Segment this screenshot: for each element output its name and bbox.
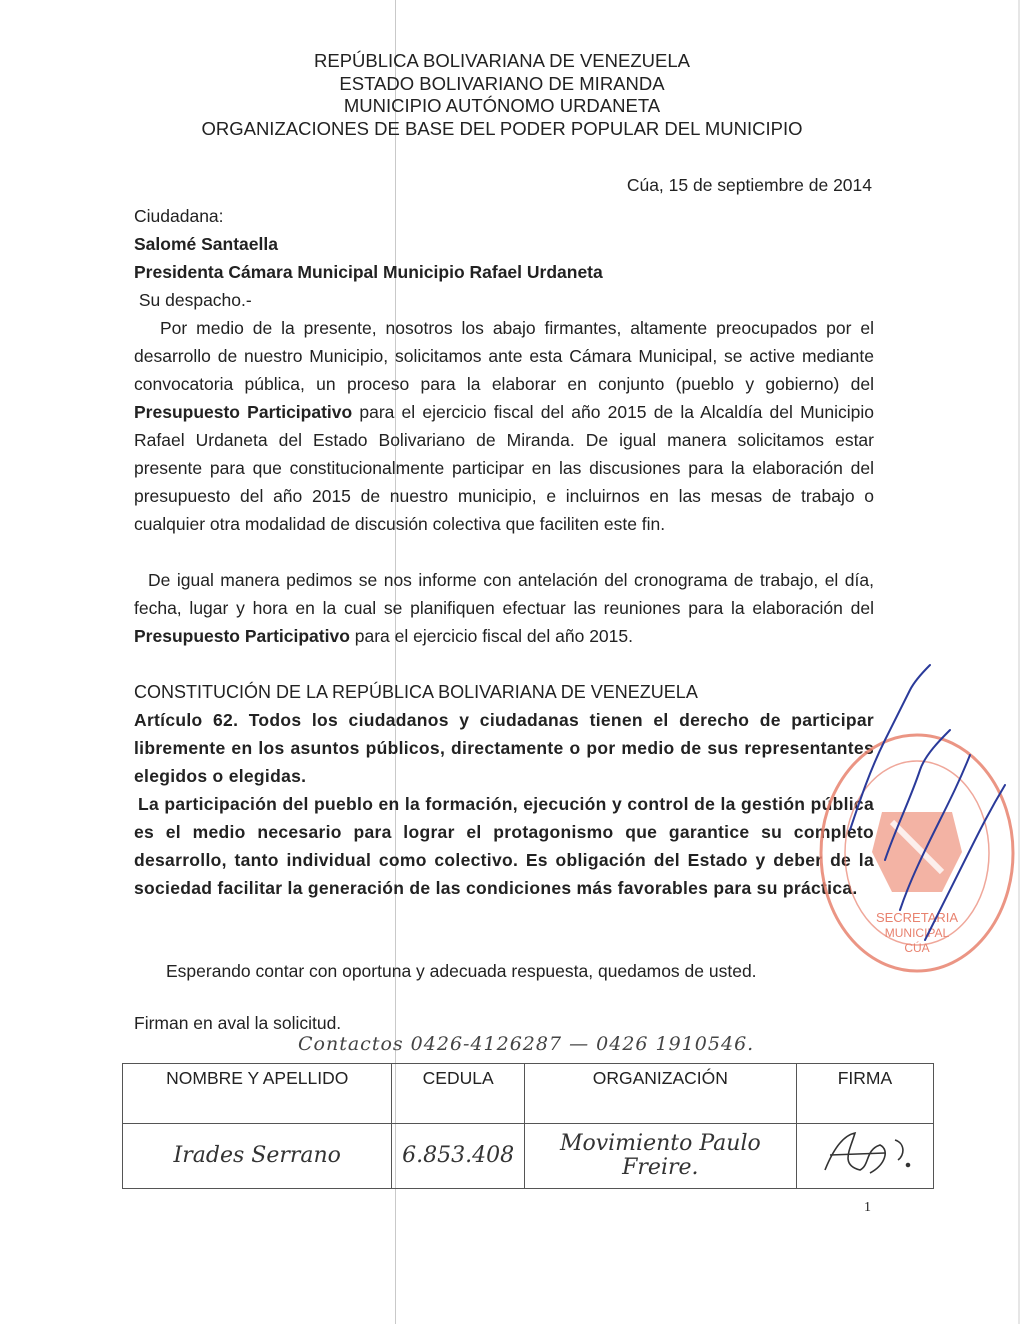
paragraph-request [134, 314, 874, 538]
stamp-text: CÚA [904, 941, 930, 955]
contact-phones: Contactos 0426-4126287 — 0426 1910546. [298, 1033, 755, 1055]
stamp-text: SECRETARIA [875, 910, 959, 925]
letter-date: Cúa, 15 de septiembre de 2014 [626, 175, 872, 195]
paragraph-text: para el ejercicio fiscal del año 2015. [349, 626, 633, 646]
highlight-term: Presupuesto Participativo [134, 626, 350, 646]
page-number: 1 [864, 1200, 871, 1215]
signature-scribble-icon [810, 1125, 920, 1181]
paragraph-text: Por medio de la presente, nosotros los abajo firmantes, altamente preocupados por el desarrollo de nuestro Municipio, solicitamos ante esta Cámara Municipal, se active mediante convocatoria pública, un proceso para la elaborar en conjunto (pueblo y gobierno) del [134, 318, 874, 394]
letterhead-line: ORGANIZACIONES DE BASE DEL PODER POPULAR DEL MUNICIPIO [201, 117, 803, 139]
signer-name: Irades Serrano [123, 1124, 392, 1189]
table-header-row [123, 1064, 934, 1124]
table-row [123, 1124, 934, 1189]
handwriting-stroke [900, 755, 970, 910]
constitution-title: CONSTITUCIÓN DE LA REPÚBLICA BOLIVARIANA DE VENEZUELA [134, 682, 698, 702]
handwriting-stroke [925, 785, 1005, 940]
column-header-name: NOMBRE Y APELLIDO [123, 1064, 392, 1124]
signer-cedula: 6.853.408 [392, 1124, 524, 1189]
letterhead [0, 50, 1004, 140]
salutation: Ciudadana: [134, 206, 224, 226]
handwriting-stroke [850, 665, 930, 830]
column-header-organization: ORGANIZACIÓN [524, 1064, 796, 1124]
recipient-name: Salomé Santaella [134, 234, 278, 254]
handwriting-stroke [885, 730, 950, 860]
recipient-block [134, 202, 874, 314]
column-header-signature: FIRMA [796, 1064, 933, 1124]
stamp-text: MUNICIPAL [884, 926, 950, 940]
paragraph-schedule [134, 566, 874, 650]
highlight-term: Presupuesto Participativo [134, 402, 353, 422]
signatures-table [122, 1063, 934, 1189]
paragraph-text: para el ejercicio fiscal del año 2015 de la Alcaldía del Municipio Rafael Urdaneta del Estado Bolivariano de Miranda. De igual manera solicitamos estar presente para que constitucionalmente participar en las discusiones para la elaboración del presupuesto del año 2015 de nuestro municipio, e incluirnos en las mesas de trabajo o cualquier otra modalidad de discusión colectiva que faciliten este fin. [134, 402, 874, 534]
paragraph-text: De igual manera pedimos se nos informe con antelación del cronograma de trabajo, el día, fecha, lugar y hora en la cual se planifiquen efectuar las reuniones para la elaboración del [134, 570, 874, 618]
recipient-office: Su despacho.- [134, 290, 252, 310]
closing-line: Esperando contar con oportuna y adecuada respuesta, quedamos de usted. [166, 961, 757, 981]
article-62 [134, 706, 874, 902]
recipient-title: Presidenta Cámara Municipal Municipio Rafael Urdaneta [134, 262, 603, 282]
letterhead-line: REPÚBLICA BOLIVARIANA DE VENEZUELA [314, 50, 690, 71]
letterhead-line: MUNICIPIO AUTÓNOMO URDANETA [343, 95, 661, 116]
letterhead-line: ESTADO BOLIVARIANO DE MIRANDA [339, 72, 665, 94]
signers-intro: Firman en aval la solicitud. [134, 1013, 342, 1033]
signer-signature [796, 1124, 933, 1189]
article-paragraph: La participación del pueblo en la formación, ejecución y control de la gestión pública es el medio necesario para lograr el protagonismo que garantice su completo desarrollo, tanto individual como colectivo. Es obligación del Estado y deber de la sociedad facilitar la generación de las condiciones más favorables para su práctica. [134, 794, 874, 898]
article-paragraph: Artículo 62. Todos los ciudadanos y ciudadanas tienen el derecho de participar libremente en los asuntos públicos, directamente o por medio de sus representantes elegidos o elegidas. [134, 710, 874, 786]
signer-organization: Movimiento Paulo Freire. [524, 1124, 796, 1189]
received-handwritten-note [830, 660, 1020, 960]
column-header-cedula: CEDULA [392, 1064, 524, 1124]
